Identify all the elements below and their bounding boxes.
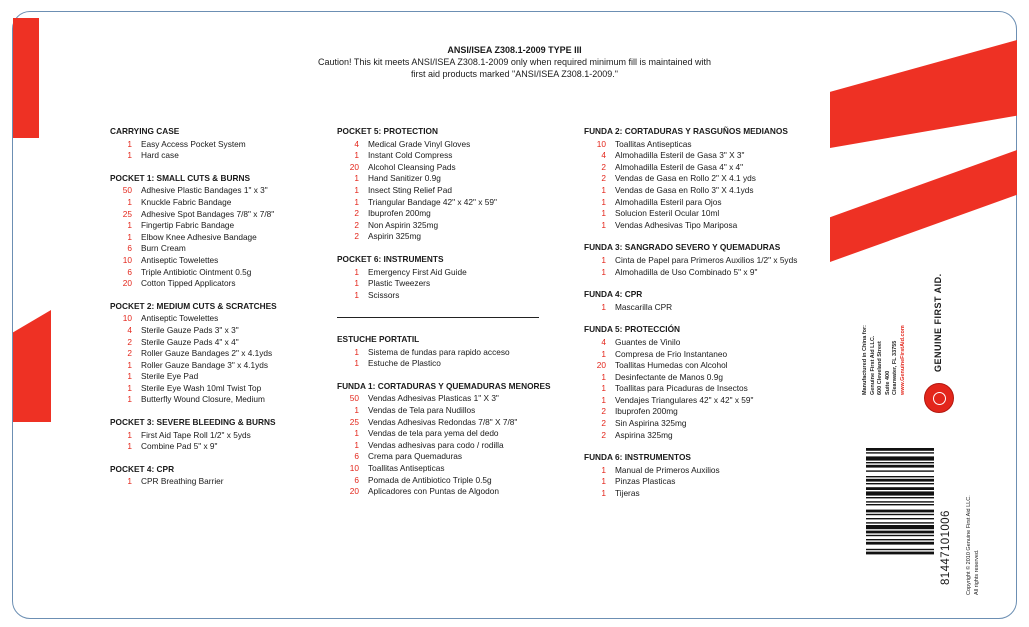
list-item	[337, 139, 497, 151]
list-item	[110, 150, 277, 162]
item-quantity: 1	[354, 278, 359, 289]
item-name: Vendas de Gasa en Rollo 3" X 4.1yds	[615, 184, 754, 195]
section-title: POCKET 3: SEVERE BLEEDING & BURNS	[110, 417, 276, 428]
barcode-number: 81447101006	[940, 510, 952, 585]
item-quantity: 2	[354, 219, 359, 230]
list-item	[337, 358, 551, 370]
item-name: Manual de Primeros Auxilios	[615, 464, 720, 475]
item-quantity: 25	[349, 416, 359, 427]
item-quantity: 2	[127, 348, 132, 359]
item-name: Sterile Gauze Pads 3" x 3"	[141, 324, 239, 335]
list-item	[584, 488, 797, 500]
item-quantity: 1	[354, 266, 359, 277]
list-item	[584, 197, 797, 209]
item-name: Almohadilla Esteril de Gasa 3" X 3"	[615, 150, 745, 161]
item-name: Almohadilla Esteril para Ojos	[615, 196, 722, 207]
item-name: Triple Antibiotic Ointment 0.5g	[141, 266, 252, 277]
item-quantity: 2	[601, 429, 606, 440]
list-item	[110, 394, 277, 406]
item-quantity: 1	[601, 184, 606, 195]
list-item	[584, 255, 797, 267]
caution-line-1: Caution! This kit meets ANSI/ISEA Z308.1-2009 only when required minimum fill is maintained with	[317, 57, 712, 67]
item-quantity: 50	[349, 393, 359, 404]
item-quantity: 10	[122, 254, 132, 265]
item-quantity: 1	[601, 383, 606, 394]
barcode-bar	[866, 525, 934, 529]
item-name: Almohadilla Esteril de Gasa 4" x 4"	[615, 161, 744, 172]
item-name: Antiseptic Towelettes	[141, 254, 219, 265]
item-quantity: 4	[601, 336, 606, 347]
item-name: Desinfectante de Manos 0.9g	[615, 371, 723, 382]
item-quantity: 10	[122, 313, 132, 324]
item-quantity: 1	[127, 476, 132, 487]
item-name: Scissors	[368, 289, 400, 300]
barcode-bar	[866, 470, 934, 471]
item-name: CPR Breathing Barrier	[141, 476, 224, 487]
item-name: Pinzas Plasticas	[615, 476, 676, 487]
list-item	[110, 243, 277, 255]
item-name: Plastic Tweezers	[368, 278, 431, 289]
item-name: Estuche de Plastico	[368, 358, 441, 369]
list-item	[337, 393, 551, 405]
item-quantity: 1	[354, 404, 359, 415]
list-item	[337, 405, 551, 417]
list-item	[110, 325, 277, 337]
item-name: Hard case	[141, 150, 179, 161]
list-item	[110, 383, 277, 395]
item-name: Toallitas Humedas con Alcohol	[615, 360, 728, 371]
item-name: Mascarilla CPR	[615, 301, 673, 312]
list-item	[110, 209, 277, 221]
list-item	[584, 150, 797, 162]
item-quantity: 6	[354, 474, 359, 485]
list-item	[337, 208, 497, 220]
item-quantity: 4	[354, 138, 359, 149]
barcode-bar	[866, 483, 934, 484]
list-item	[584, 406, 797, 418]
barcode-bar	[866, 501, 934, 502]
item-quantity: 1	[601, 196, 606, 207]
list-item	[584, 220, 797, 232]
item-quantity: 1	[354, 346, 359, 357]
item-name: Solucion Esteril Ocular 10ml	[615, 208, 720, 219]
item-name: Instant Cold Compress	[368, 150, 453, 161]
item-quantity: 1	[601, 348, 606, 359]
item-name: Non Aspirin 325mg	[368, 219, 439, 230]
item-quantity: 1	[127, 394, 132, 405]
item-name: Vendajes Triangulares 42" x 42" x 59"	[615, 394, 754, 405]
item-name: Crema para Quemaduras	[368, 451, 463, 462]
item-quantity: 2	[601, 418, 606, 429]
list-item	[337, 417, 551, 429]
item-name: Sin Aspirina 325mg	[615, 418, 687, 429]
barcode-bar	[866, 465, 934, 468]
barcode-bar	[866, 487, 934, 490]
list-item	[110, 476, 277, 488]
barcode-bar	[866, 535, 934, 536]
item-name: Vendas Adhesivas Plasticas 1" X 3"	[368, 393, 499, 404]
section-title: ESTUCHE PORTATIL	[337, 334, 420, 344]
list-item	[110, 139, 277, 151]
item-quantity: 1	[601, 208, 606, 219]
barcode-bar	[866, 514, 934, 515]
item-quantity: 1	[601, 488, 606, 499]
item-quantity: 1	[601, 266, 606, 277]
item-quantity: 1	[354, 358, 359, 369]
item-name: Sistema de fundas para rapido acceso	[368, 346, 510, 357]
item-name: Ibuprofen 200mg	[368, 208, 431, 219]
list-item	[337, 150, 497, 162]
item-quantity: 2	[354, 231, 359, 242]
brand-name: GENUINE FIRST AID.	[933, 273, 943, 372]
list-item	[584, 476, 797, 488]
item-name: Toallitas Antisepticas	[615, 138, 692, 149]
list-item	[337, 463, 551, 475]
item-name: Insect Sting Relief Pad	[368, 184, 452, 195]
list-item	[584, 162, 797, 174]
list-item	[337, 231, 497, 243]
column-english-1	[110, 126, 277, 488]
list-item	[110, 360, 277, 372]
barcode-bar	[866, 476, 934, 477]
item-name: Compresa de Frio Instantaneo	[615, 348, 728, 359]
list-item	[110, 441, 277, 453]
item-name: Aplicadores con Puntas de Algodon	[368, 486, 499, 497]
item-name: Combine Pad 5" x 9"	[141, 441, 218, 452]
item-quantity: 10	[596, 138, 606, 149]
copyright: Copyright © 2010 Genuine First Aid LLC. All rights reserved.	[966, 495, 980, 595]
item-quantity: 20	[349, 161, 359, 172]
item-quantity: 6	[127, 266, 132, 277]
standard-title: ANSI/ISEA Z308.1-2009 TYPE III	[447, 45, 582, 55]
item-quantity: 50	[122, 185, 132, 196]
section-title: FUNDA 4: CPR	[584, 289, 643, 300]
column-spanish-1	[337, 334, 551, 498]
website-link[interactable]: www.GenuineFirstAid.com	[899, 325, 906, 395]
list-item	[337, 220, 497, 232]
item-name: Vendas de tela para yema del dedo	[368, 428, 499, 439]
column-spanish-2	[584, 126, 797, 500]
list-item	[337, 267, 497, 279]
list-item	[584, 418, 797, 430]
list-item	[337, 290, 497, 302]
list-item	[337, 440, 551, 452]
section-title: POCKET 1: SMALL CUTS & BURNS	[110, 172, 250, 183]
barcode-bar	[866, 456, 934, 460]
item-name: Vendas Adhesivas Tipo Mariposa	[615, 219, 738, 230]
list-item	[584, 173, 797, 185]
barcode-bar	[866, 497, 934, 498]
list-item	[110, 430, 277, 442]
section-title: POCKET 2: MEDIUM CUTS & SCRATCHES	[110, 300, 277, 311]
item-quantity: 1	[354, 184, 359, 195]
item-quantity: 1	[354, 428, 359, 439]
item-quantity: 2	[601, 406, 606, 417]
list-item	[337, 428, 551, 440]
list-item	[584, 395, 797, 407]
item-name: Tijeras	[615, 488, 640, 499]
list-item	[337, 185, 497, 197]
item-quantity: 1	[354, 196, 359, 207]
list-item	[337, 451, 551, 463]
list-item	[584, 139, 797, 151]
item-quantity: 1	[601, 394, 606, 405]
item-quantity: 2	[601, 173, 606, 184]
list-item	[584, 383, 797, 395]
section-title: POCKET 5: PROTECTION	[337, 126, 438, 136]
item-name: Toallitas Antisepticas	[368, 462, 445, 473]
list-item	[584, 302, 797, 314]
section-title: FUNDA 2: CORTADURAS Y RASGUÑOS MEDIANOS	[584, 126, 788, 136]
item-quantity: 1	[127, 196, 132, 207]
item-quantity: 1	[127, 231, 132, 242]
list-item	[584, 267, 797, 279]
barcode-bar	[866, 504, 934, 505]
item-name: Vendas de Gasa en Rollo 2" X 4.1 yds	[615, 173, 756, 184]
item-name: Fingertip Fabric Bandage	[141, 220, 235, 231]
item-quantity: 2	[601, 161, 606, 172]
item-quantity: 1	[127, 441, 132, 452]
list-item	[110, 348, 277, 360]
item-name: Cotton Tipped Applicators	[141, 278, 236, 289]
item-quantity: 4	[127, 324, 132, 335]
list-item	[337, 347, 551, 359]
section-title: FUNDA 1: CORTADURAS Y QUEMADURAS MENORES	[337, 380, 551, 391]
item-quantity: 1	[354, 289, 359, 300]
item-name: Butterfly Wound Closure, Medium	[141, 394, 265, 405]
list-item	[337, 475, 551, 487]
item-name: Toallitas para Picaduras de Insectos	[615, 383, 748, 394]
item-name: Burn Cream	[141, 243, 186, 254]
list-item	[110, 232, 277, 244]
item-quantity: 1	[601, 371, 606, 382]
barcode	[866, 448, 934, 585]
barcode-bar	[866, 549, 934, 550]
item-name: First Aid Tape Roll 1/2" x 5yds	[141, 429, 251, 440]
item-name: Sterile Gauze Pads 4" x 4"	[141, 336, 239, 347]
list-item	[337, 162, 497, 174]
list-item	[337, 197, 497, 209]
list-item	[584, 360, 797, 372]
list-item	[337, 278, 497, 290]
item-quantity: 1	[354, 439, 359, 450]
item-name: Antiseptic Towelettes	[141, 313, 219, 324]
item-name: Adhesive Spot Bandages 7/8" x 7/8"	[141, 208, 275, 219]
barcode-bar	[866, 510, 934, 513]
list-item	[110, 337, 277, 349]
item-quantity: 6	[354, 451, 359, 462]
item-quantity: 2	[354, 208, 359, 219]
item-quantity: 1	[127, 138, 132, 149]
list-item	[337, 173, 497, 185]
item-name: Almohadilla de Uso Combinado 5" x 9"	[615, 266, 758, 277]
item-name: Roller Gauze Bandages 2" x 4.1yds	[141, 348, 273, 359]
item-name: Roller Gauze Bandage 3" x 4.1yds	[141, 359, 269, 370]
item-name: Vendas de Tela para Nudillos	[368, 404, 476, 415]
section-title: FUNDA 6: INSTRUMENTOS	[584, 452, 691, 463]
item-quantity: 20	[596, 360, 606, 371]
list-item	[584, 349, 797, 361]
item-quantity: 1	[601, 301, 606, 312]
list-item	[110, 197, 277, 209]
barcode-bar	[866, 462, 934, 463]
item-quantity: 1	[127, 429, 132, 440]
item-name: Knuckle Fabric Bandage	[141, 196, 232, 207]
item-quantity: 1	[601, 476, 606, 487]
list-item	[110, 185, 277, 197]
list-item	[110, 313, 277, 325]
item-quantity: 6	[127, 243, 132, 254]
item-quantity: 1	[127, 220, 132, 231]
item-name: Cinta de Papel para Primeros Auxilios 1/2" x 5yds	[615, 254, 798, 265]
barcode-bar	[866, 452, 934, 453]
list-item	[337, 486, 551, 498]
list-item	[584, 337, 797, 349]
item-quantity: 4	[601, 150, 606, 161]
brand-seal-icon	[924, 383, 954, 413]
barcode-bar	[866, 552, 934, 555]
item-name: Vendas adhesivas para codo / rodilla	[368, 439, 504, 450]
item-quantity: 1	[354, 150, 359, 161]
manufacturer-info: Manufactured in China for: Genuine First Aid LLC. 600 Cleveland Street Suite 400 Clearwater, FL 33755 www.GenuineFirstAid.com	[862, 325, 906, 395]
barcode-bar	[866, 448, 934, 451]
item-quantity: 10	[349, 462, 359, 473]
item-name: Sterile Eye Wash 10ml Twist Top	[141, 382, 262, 393]
barcode-bar	[866, 542, 934, 545]
item-name: Aspirina 325mg	[615, 429, 673, 440]
barcode-bar	[866, 539, 934, 540]
list-item	[584, 185, 797, 197]
item-name: Emergency First Aid Guide	[368, 266, 467, 277]
list-item	[584, 465, 797, 477]
item-name: Easy Access Pocket System	[141, 138, 246, 149]
item-quantity: 20	[122, 278, 132, 289]
item-quantity: 1	[354, 173, 359, 184]
list-item	[584, 208, 797, 220]
item-name: Elbow Knee Adhesive Bandage	[141, 231, 257, 242]
section-title: FUNDA 3: SANGRADO SEVERO Y QUEMADURAS	[584, 242, 781, 253]
item-quantity: 1	[127, 150, 132, 161]
section-title: POCKET 6: INSTRUMENTS	[337, 253, 444, 264]
list-item	[110, 267, 277, 279]
item-name: Triangular Bandage 42" x 42" x 59"	[368, 196, 497, 207]
list-item	[584, 372, 797, 384]
barcode-bar	[866, 479, 934, 482]
column-english-2	[337, 126, 497, 301]
item-name: Ibuprofen 200mg	[615, 406, 678, 417]
kit-header	[0, 44, 1029, 80]
section-title: POCKET 4: CPR	[110, 463, 175, 474]
item-quantity: 1	[601, 464, 606, 475]
list-item	[110, 278, 277, 290]
item-name: Pomada de Antibiotico Triple 0.5g	[368, 474, 492, 485]
item-name: Vendas Adhesivas Redondas 7/8" X 7/8"	[368, 416, 518, 427]
item-quantity: 25	[122, 208, 132, 219]
list-item	[110, 220, 277, 232]
item-name: Adhesive Plastic Bandages 1" x 3"	[141, 185, 268, 196]
item-name: Aspirin 325mg	[368, 231, 422, 242]
barcode-bar	[866, 518, 934, 519]
barcode-bar	[866, 522, 934, 523]
caution-line-2: first aid products marked "ANSI/ISEA Z308.1-2009."	[411, 69, 618, 79]
item-quantity: 1	[127, 371, 132, 382]
section-title: CARRYING CASE	[110, 126, 180, 136]
item-quantity: 20	[349, 486, 359, 497]
section-title: FUNDA 5: PROTECCIÓN	[584, 324, 681, 335]
list-item	[110, 371, 277, 383]
item-quantity: 1	[601, 219, 606, 230]
item-quantity: 2	[127, 336, 132, 347]
item-name: Guantes de Vinilo	[615, 336, 681, 347]
item-quantity: 1	[127, 382, 132, 393]
item-name: Sterile Eye Pad	[141, 371, 199, 382]
barcode-bar	[866, 531, 934, 534]
item-name: Hand Sanitizer 0.9g	[368, 173, 441, 184]
item-name: Alcohol Cleansing Pads	[368, 161, 456, 172]
barcode-bar	[866, 491, 934, 495]
column-divider	[337, 317, 539, 318]
item-name: Medical Grade Vinyl Gloves	[368, 138, 471, 149]
item-quantity: 1	[601, 254, 606, 265]
item-quantity: 1	[127, 359, 132, 370]
list-item	[110, 255, 277, 267]
list-item	[584, 430, 797, 442]
